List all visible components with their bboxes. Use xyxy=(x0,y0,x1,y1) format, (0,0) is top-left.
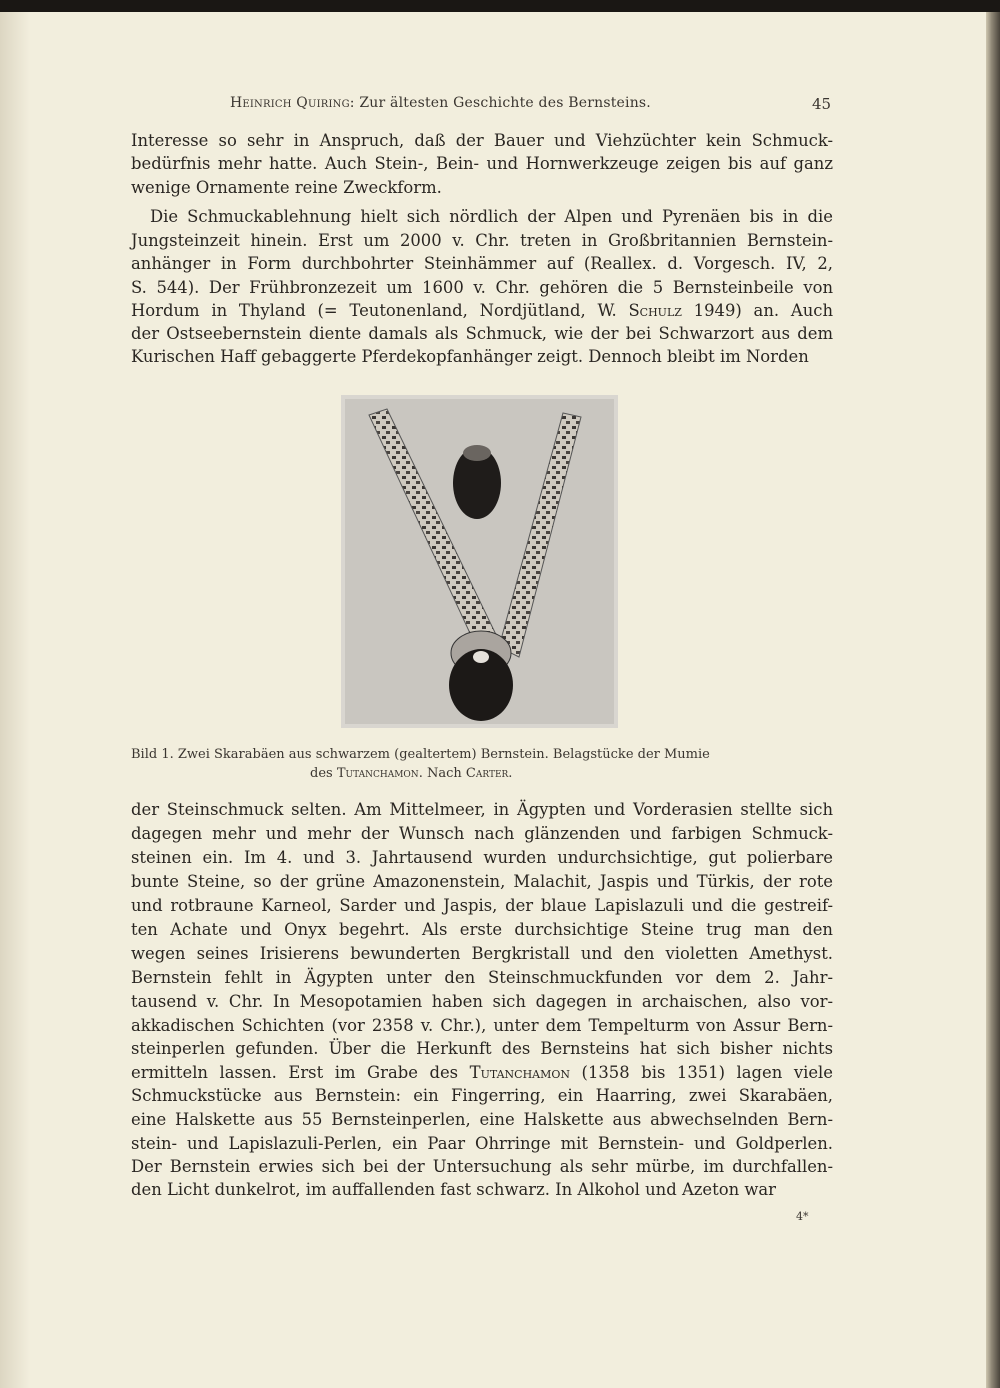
figure-caption-line-1: Bild 1. Zwei Skarabäen aus schwarzem (gealtertem) Bernstein. Belagstücke der Mumie xyxy=(131,747,710,762)
text-line xyxy=(131,278,833,298)
caption-text: . xyxy=(508,766,513,781)
scan-top-border xyxy=(0,0,1000,12)
text-segment: und rotbraune Karneol, Sarder und Jaspis, der blaue Lapislazuli und die gestreif- xyxy=(131,896,833,915)
text-segment: wegen seines Irisierens bewunderten Bergkristall und den violetten Amethyst. xyxy=(131,944,833,963)
text-segment: Bernstein fehlt in Ägypten unter den Steinschmuckfunden vor dem 2. Jahr- xyxy=(131,968,833,987)
caption-name-carter: Carter xyxy=(465,766,509,781)
figure-caption-line-2 xyxy=(310,766,512,781)
text-segment: eine Halskette aus 55 Bernsteinperlen, eine Halskette aus abwechselnden Bern- xyxy=(131,1110,833,1129)
text-segment: ermitteln lassen. Erst im Grabe des xyxy=(131,1063,470,1082)
text-line xyxy=(131,1134,833,1154)
text-segment: akkadischen Schichten (vor 2358 v. Chr.), unter dem Tempelturm von Assur Bern- xyxy=(131,1016,833,1035)
text-line xyxy=(131,1016,833,1036)
text-line xyxy=(131,154,833,174)
text-segment: stein- und Lapislazuli-Perlen, ein Paar Ohrringe mit Bernstein- und Goldperlen. xyxy=(131,1134,833,1153)
text-line xyxy=(131,992,833,1012)
text-line xyxy=(131,1110,833,1130)
text-line xyxy=(131,231,833,251)
text-segment: Interesse so sehr in Anspruch, daß der Bauer und Viehzüchter kein Schmuck- xyxy=(131,131,833,150)
text-segment: der Steinschmuck selten. Am Mittelmeer, in Ägypten und Vorderasien stellte sich xyxy=(131,800,833,819)
text-segment: steinen ein. Im 4. und 3. Jahrtausend wurden undurchsichtige, gut polierbare xyxy=(131,848,833,867)
text-segment: der Ostseebernstein diente damals als Schmuck, wie der bei Schwarzort aus dem xyxy=(131,324,833,343)
header-title: : Zur ältesten Geschichte des Bernsteins. xyxy=(349,95,651,111)
text-line xyxy=(150,207,833,227)
running-header xyxy=(230,95,651,111)
text-segment: ten Achate und Onyx begehrt. Als erste durchsichtige Steine trug man den xyxy=(131,920,833,939)
text-line xyxy=(131,301,833,321)
text-line xyxy=(131,347,833,367)
text-segment: bedürfnis mehr hatte. Auch Stein-, Bein- und Hornwerkzeuge zeigen bis auf ganz xyxy=(131,154,833,173)
text-line xyxy=(131,872,833,892)
signature-mark: 4* xyxy=(796,1210,809,1223)
text-line xyxy=(131,824,833,844)
author-name: Schulz xyxy=(628,301,682,320)
page-number: 45 xyxy=(812,95,832,113)
text-segment: dagegen mehr und mehr der Wunsch nach glänzenden und farbigen Schmuck- xyxy=(131,824,833,843)
text-line xyxy=(131,131,833,151)
text-line xyxy=(131,968,833,988)
text-segment: tausend v. Chr. In Mesopotamien haben sich dagegen in archaischen, also vor- xyxy=(131,992,833,1011)
text-line xyxy=(131,920,833,940)
text-line xyxy=(131,848,833,868)
author-name: Tutanchamon xyxy=(469,1063,571,1082)
caption-name-tutanchamon: Tutanchamon xyxy=(336,766,419,781)
text-line xyxy=(131,254,833,274)
caption-text: . Nach xyxy=(418,766,466,781)
text-segment: den Licht dunkelrot, im auffallenden fast schwarz. In Alkohol und Azeton war xyxy=(131,1180,776,1199)
text-line xyxy=(131,1086,833,1106)
scan-right-edge xyxy=(986,12,1000,1388)
text-segment: S. 544). Der Frühbronzezeit um 1600 v. Chr. gehören die 5 Bernsteinbeile von xyxy=(131,278,833,297)
text-segment: bunte Steine, so der grüne Amazonenstein, Malachit, Jaspis und Türkis, der rote xyxy=(131,872,833,891)
header-author: Heinrich Quiring xyxy=(230,95,350,111)
text-segment: Die Schmuckablehnung hielt sich nördlich der Alpen und Pyrenäen bis in die xyxy=(150,207,833,226)
text-line xyxy=(131,1039,833,1059)
text-line xyxy=(131,324,833,344)
text-segment: Der Bernstein erwies sich bei der Untersuchung als sehr mürbe, im durchfallen- xyxy=(131,1157,833,1176)
text-segment: (1358 bis 1351) lagen viele xyxy=(570,1063,833,1082)
text-line xyxy=(131,1063,833,1083)
text-line xyxy=(131,1180,833,1200)
text-segment: steinperlen gefunden. Über die Herkunft des Bernsteins hat sich bisher nichts xyxy=(131,1039,833,1058)
text-segment: Schmuckstücke aus Bernstein: ein Fingerring, ein Haarring, zwei Skarabäen, xyxy=(131,1086,833,1105)
text-line xyxy=(131,800,833,820)
text-segment: Jungsteinzeit hinein. Erst um 2000 v. Chr. treten in Großbritannien Bernstein- xyxy=(131,231,833,250)
text-line xyxy=(131,944,833,964)
text-segment: wenige Ornamente reine Zweckform. xyxy=(131,178,442,197)
text-line xyxy=(131,896,833,916)
figure-photo-scarabs xyxy=(341,395,618,728)
text-segment: Kurischen Haff gebaggerte Pferdekopfanhänger zeigt. Dennoch bleibt im Norden xyxy=(131,347,809,366)
text-line xyxy=(131,1157,833,1177)
text-line xyxy=(131,178,833,198)
page-gutter-shadow xyxy=(0,12,30,1388)
text-segment: 1949) an. Auch xyxy=(681,301,834,320)
text-segment: Hordum in Thyland (= Teutonenland, Nordjütland, W. xyxy=(131,301,629,320)
caption-text: des xyxy=(310,766,337,781)
text-segment: anhänger in Form durchbohrter Steinhämmer auf (Reallex. d. Vorgesch. IV, 2, xyxy=(131,254,833,273)
